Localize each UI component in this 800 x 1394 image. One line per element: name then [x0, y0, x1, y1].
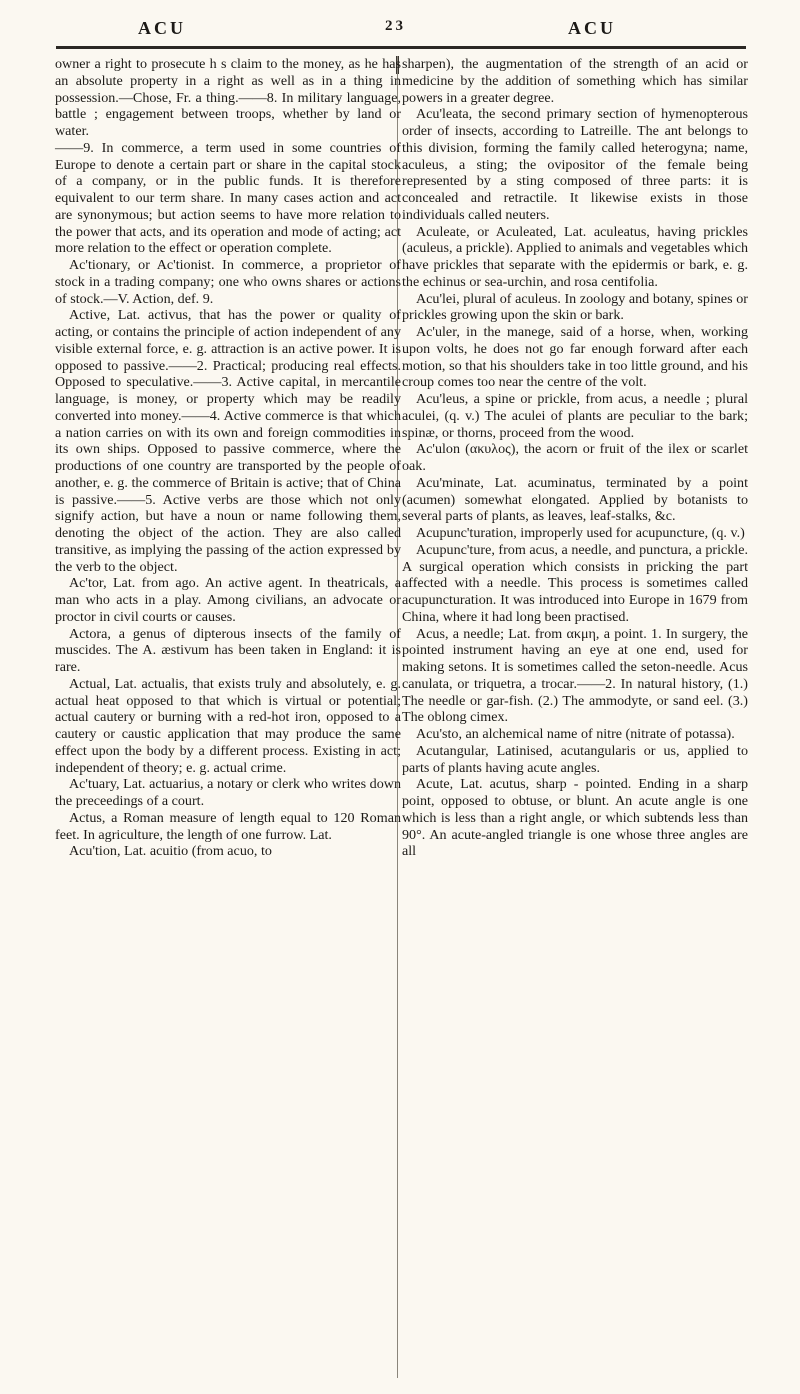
entry-acupuncturation: Acupunc'turation, improperly used for acupuncture, (q. v.)	[416, 525, 745, 541]
entry-aculer: Ac'uler, in the manege, said of a horse, when, working upon volts, he does not go far enough forward after each motion, so that his shoulders take in too little ground, and his croup comes too near the centre of the volt.	[402, 324, 748, 391]
running-head-left-word: ACU	[138, 18, 186, 38]
header-rule	[56, 46, 746, 49]
entry-acute: Acute, Lat. acutus, sharp - pointed. Ending in a sharp point, opposed to obtuse, or blunt. An acute angle is one which is less than a right angle, or which subtends less than 90°. An acute-angled triangle is one whose three angles are all	[402, 776, 748, 860]
entry-actus: Actus, a Roman measure of length equal to 120 Roman feet. In agriculture, the length of one furrow. Lat.	[55, 809, 401, 843]
entry-acuition-continued: sharpen), the augmentation of the strength of an acid or medicine by the addition of something which has similar powers in a greater degree.	[402, 56, 748, 106]
entry-actor: Ac'tor, Lat. from ago. An active agent. In theatricals, a man who acts in a play. Among civilians, an advocate or proctor in civil courts or causes.	[55, 575, 401, 625]
entry-actual: Actual, Lat. actualis, that exists truly and absolutely, e. g. actual heat opposed to that which is virtual or potential; actual cautery or burning with a red-hot iron, opposed to a cautery or caustic application that may produce the same effect upon the body by a different process. Existing in act; independent of theory; e. g. actual crime.	[55, 675, 401, 776]
entry-aculei: Acu'lei, plural of aculeus. In zoology and botany, spines or prickles growing upon the skin or bark.	[402, 290, 748, 324]
entry-aculeate: Aculeate, or Aculeated, Lat. aculeatus, having prickles (aculeus, a prickle). Applied to animals and vegetables which have prickles that separate with the epidermis or bark, e. g. the echinus or sea-urchin, and rosa centifolia.	[402, 223, 748, 290]
entry-action-commerce: ——9. In commerce, a term used in some countries of Europe to denote a certain part or share in the capital stock of a company, or in the public funds. It is therefore equivalent to our term share. In many cases action and act are synonymous; but action seems to have more relation to the power that acts, and its operation and mode of acting; act more relation to the effect or operation complete.	[55, 139, 401, 257]
entry-aculon: Ac'ulon (ακυλος), the acorn or fruit of the ilex or scarlet oak.	[402, 441, 748, 474]
entry-actora: Actora, a genus of dipterous insects of the family of muscides. The A. æstivum has been taken in England: it is rare.	[55, 625, 401, 675]
page-number: 23	[385, 18, 406, 34]
entry-acus: Acus, a needle; Lat. from ακμη, a point. 1. In surgery, the pointed instrument having an eye at one end, used for making setons. It is sometimes called the seton-needle. Acus canulata, or triquetra, a trocar.——2. In natural history, (1.) The needle or gar-fish. (2.) The ammodyte, or sand eel. (3.) The oblong cimex.	[402, 625, 748, 726]
entry-aculeus: Acu'leus, a spine or prickle, from acus, a needle ; plural aculei, (q. v.) The aculei of plants are peculiar to the bark; spinæ, or thorns, proceed from the wood.	[402, 391, 748, 441]
entry-aculeata: Acu'leata, the second primary section of hymenopterous order of insects, according to Latreille. The ant belongs to this division, forming the family called heterogyna; name, aculeus, a sting; the ovipositor of the female being represented by a sting composed of three parts: it is concealed and retractile. It likewise exists in those individuals called neuters.	[402, 106, 748, 223]
running-head	[0, 18, 800, 42]
entry-acuminate: Acu'minate, Lat. acuminatus, terminated by a point (acumen) somewhat elongated. Applied by botanists to several parts of plants, as leaves, leaf-stalks, &c.	[402, 474, 748, 525]
entry-acusto: Acu'sto, an alchemical name of nitre (nitrate of potassa).	[416, 726, 735, 742]
entry-acupuncture: Acupunc'ture, from acus, a needle, and punctura, a prickle. A surgical operation which consists in pricking the part affected with a needle. This process is sometimes called acupuncturation. It was introduced into Europe in 1679 from China, where it had long been practised.	[402, 541, 748, 625]
entry-active: Active, Lat. activus, that has the power or quality of acting, or contains the principle of action independent of any visible external force, e. g. attraction is an active power. It is opposed to passive.——2. Practical; producing real effects. Opposed to speculative.——3. Active capital, in mercantile language, is money, or property which may be readily converted into money.——4. Active commerce is that which a nation carries on with its own and foreign commodities in its own ships. Opposed to passive commerce, where the productions of one country are transported by the people of another, e. g. the commerce of Britain is active; that of China is passive.——5. Active verbs are those which not only signify action, but have a noun or name following them, denoting the object of the action. They are also called transitive, as implying the passing of the action expressed by the verb to the object.	[55, 307, 401, 575]
entry-acuition: Acu'tion, Lat. acuitio (from acuo, to	[69, 843, 272, 860]
entry-acutangular: Acutangular, Latinised, acutangularis or us, applied to parts of plants having acute angles.	[402, 742, 748, 776]
entry-actuary: Ac'tuary, Lat. actuarius, a notary or clerk who writes down the preceedings of a court.	[55, 776, 401, 809]
entry-action-continued: owner a right to prosecute h s claim to the money, as he has an absolute property in a right as well as in a thing in possession.—Chose, Fr. a thing.——8. In military language, battle ; engagement between troops, whether by land or water.	[55, 56, 401, 139]
left-column	[55, 56, 401, 860]
entry-actionary: Ac'tionary, or Ac'tionist. In commerce, a proprietor of stock in a trading company; one who owns shares or actions of stock.—V. Action, def. 9.	[55, 257, 401, 307]
running-head-right-word: ACU	[568, 18, 616, 38]
right-column	[402, 56, 748, 860]
